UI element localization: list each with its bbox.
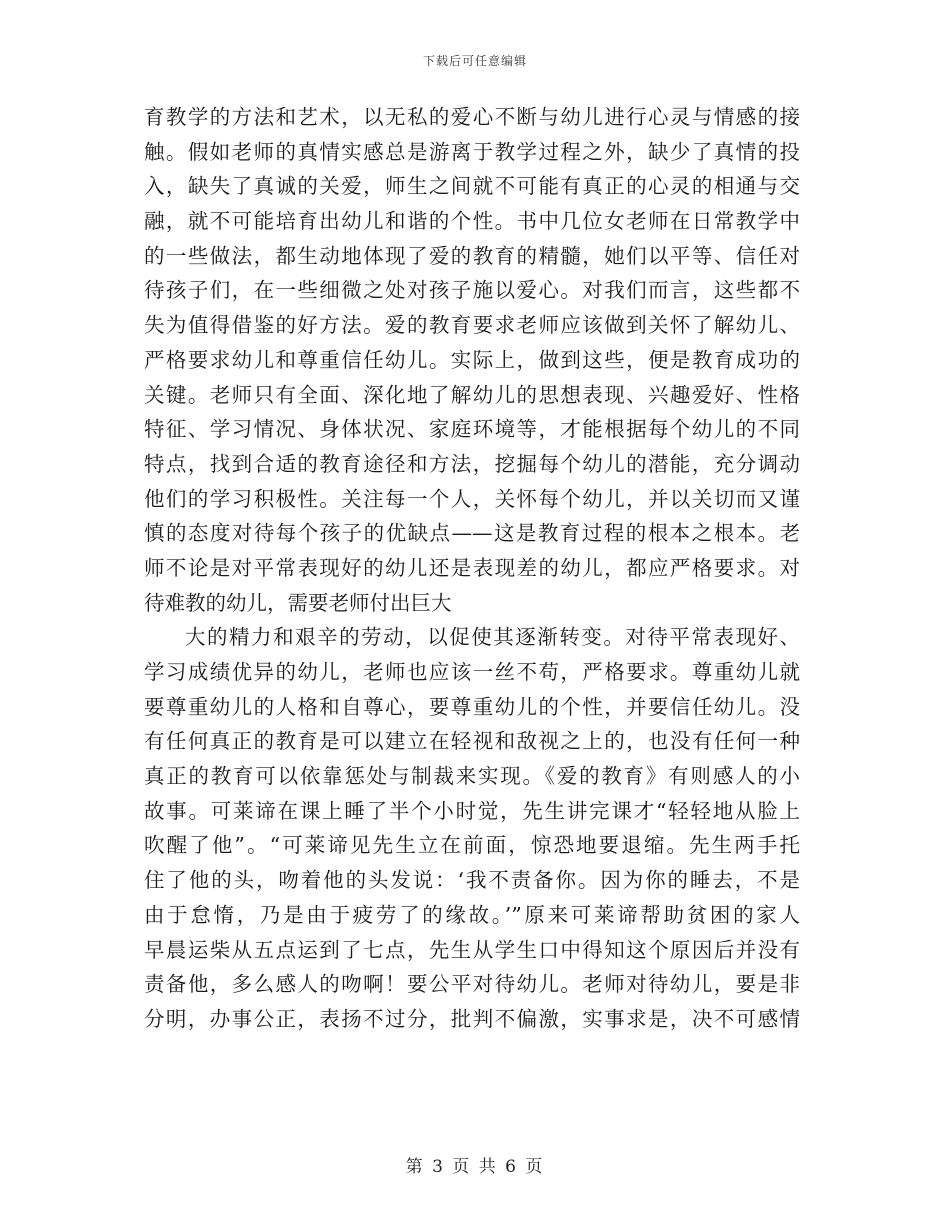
text-line: 融，就不可能培育出幼儿和谐的个性。书中几位女老师在日常教学中 [144, 209, 800, 234]
text-line: 待难教的幼儿，需要老师付出巨大 [144, 590, 452, 615]
text-line: 大的精力和艰辛的劳动，以促使其逐渐转变。对待平常表现好、 [185, 625, 800, 650]
text-line: 触。假如老师的真情实感总是游离于教学过程之外，缺少了真情的投 [144, 139, 800, 164]
text-line: 育教学的方法和艺术，以无私的爱心不断与幼儿进行心灵与情感的接 [144, 105, 800, 129]
paragraph [144, 620, 800, 1036]
text-line: 由于怠惰，乃是由于疲劳了的缘故。’”原来可莱谛帮助贫困的家人 [144, 902, 800, 927]
page-number-footer: 第 3 页 共 6 页 [405, 1157, 545, 1177]
text-line: 真正的教育可以依靠惩处与制裁来实现。《爱的教育》有则感人的小 [144, 764, 800, 789]
text-line: 故事。可莱谛在课上睡了半个小时觉，先生讲完课才“轻轻地从脸上 [144, 798, 800, 823]
page-header: 下载后可任意编辑 [422, 54, 527, 68]
text-line: 关键。老师只有全面、深化地了解幼儿的思想表现、兴趣爱好、性格 [144, 382, 800, 407]
text-line: 的一些做法，都生动地体现了爱的教育的精髓，她们以平等、信任对 [144, 243, 800, 268]
text-line: 要尊重幼儿的人格和自尊心，要尊重幼儿的个性，并要信任幼儿。没 [144, 694, 800, 719]
text-line: 慎的态度对待每个孩子的优缺点——这是教育过程的根本之根本。老 [144, 521, 800, 546]
text-line: 学习成绩优异的幼儿，老师也应该一丝不苟，严格要求。尊重幼儿就 [144, 660, 800, 684]
document-body [144, 100, 800, 1037]
text-line: 分明，办事公正，表扬不过分，批判不偏激，实事求是，决不可感情 [144, 1006, 800, 1031]
text-line: 吹醒了他”。“可莱谛见先生立在前面，惊恐地要退缩。先生两手托 [144, 833, 800, 858]
text-line: 师不论是对平常表现好的幼儿还是表现差的幼儿，都应严格要求。对 [144, 555, 800, 580]
text-line: 有任何真正的教育是可以建立在轻视和敌视之上的，也没有任何一种 [144, 729, 800, 754]
text-line: 特点，找到合适的教育途径和方法，挖掘每个幼儿的潜能，充分调动 [144, 451, 800, 476]
text-line: 他们的学习积极性。关注每一个人，关怀每个幼儿，并以关切而又谨 [144, 486, 800, 511]
text-line: 严格要求幼儿和尊重信任幼儿。实际上，做到这些，便是教育成功的 [144, 347, 800, 372]
text-line: 住了他的头，吻着他的头发说：‘我不责备你。因为你的睡去，不是 [144, 868, 800, 893]
text-line: 待孩子们，在一些细微之处对孩子施以爱心。对我们而言，这些都不 [144, 278, 800, 303]
text-line: 特征、学习情况、身体状况、家庭环境等，才能根据每个幼儿的不同 [144, 417, 800, 442]
text-line: 失为值得借鉴的好方法。爱的教育要求老师应该做到关怀了解幼儿、 [144, 313, 800, 338]
text-line: 早晨运柴从五点运到了七点，先生从学生口中得知这个原因后并没有 [144, 937, 800, 962]
text-line: 入，缺失了真诚的关爱，师生之间就不可能有真正的心灵的相通与交 [144, 174, 800, 199]
text-line: 责备他，多么感人的吻啊！要公平对待幼儿。老师对待幼儿，要是非 [144, 972, 800, 997]
paragraph [144, 100, 800, 620]
